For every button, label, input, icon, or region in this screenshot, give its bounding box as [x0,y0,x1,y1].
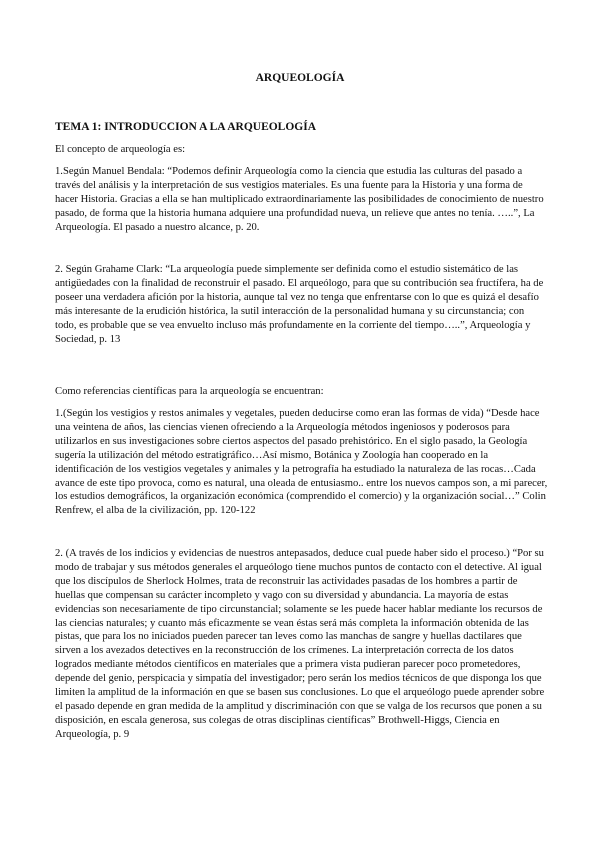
section-heading: TEMA 1: INTRODUCCION A LA ARQUEOLOGÍA [55,121,317,133]
paragraph-bendala-quote: 1.Según Manuel Bendala: “Podemos definir Arqueología como la ciencia que estudia las culturas del pasado a través del análisis y la interpretación de sus vestigios materiales. Es una fuente para la Historia y una forma de hacer Historia. Gracias a ella se han multiplicado extraordinariamente las posibilidades de conocimiento de nuestro pasado, de forma que la historia humana adquiere una profundidad nueva, un relieve que antes no tenía. …..”, La Arqueología. El pasado a nuestro alcance, p. 20. [55,166,544,233]
paragraph-references-intro: Como referencias científicas para la arqueología se encuentran: [55,386,324,397]
paragraph-clark-quote: 2. Según Grahame Clark: “La arqueología puede simplemente ser definida como el estudio sistemático de las antigüedades con la finalidad de reconstruir el pasado. El arqueólogo, para que su contribución sea fructífera, ha de poseer una verdadera afición por la historia, aunque tal vez no tenga que enfrentarse con lo que es quizá el desafío más interesante de la erudición histórica, la sutil interacción de la personalidad humana y su circunstancia; con todo, es probable que se vea envuelto incluso más profundamente en la corriente del tiempo…..”, Arqueología y Sociedad, p. 13 [55,264,544,345]
paragraph-renfrew-quote: 1.(Según los vestigios y restos animales y vegetales, pueden deducirse como eran las formas de vida) “Desde hace una veintena de años, las ciencias vienen ofreciendo a la Arqueología métodos ingeniosos y poderosos para utilizarlos en sus investigaciones sobre ciertos aspectos del pasado prehistórico. En el siglo pasado, la Geología sugería la utilización del método estratigráfico…Así mismo, Botánica y Zoología han cooperado en la identificación de los vestigios vegetales y animales y la petrografía ha estudiado la naturaleza de las rocas…Cada avance de este tipo provoca, como es natural, una oleada de entusiasmo.. entre los nuevos campos son, a mi parecer, los estudios demográficos, la organización económica (comprendido el comercio) y la organización social…” Colin Renfrew, el alba de la civilización, pp. 120-122 [55,408,548,517]
document-title: ARQUEOLOGÍA [255,72,345,84]
paragraph-brothwell-higgs-quote: 2. (A través de los indicios y evidencias de nuestros antepasados, deduce cual puede haber sido el proceso.) “Por su modo de trabajar y sus métodos generales el arqueólogo tiene muchos puntos de contacto con el detective. Al igual que los discípulos de Sherlock Holmes, trata de reconstruir las actividades pasadas de los hombres a partir de huellas que compensan su carácter incompleto y vago con su diversidad y abundancia. La mayoría de estas evidencias son necesariamente de tipo circunstancial; solamente se les puede hacer hablar mediante los recursos de las ciencias naturales; y cuanto más eficazmente se vean éstas será más completa la información obtenida de las pistas, que para los no iniciados pueden parecer tan leves como las manchas de sangre y huellas dactilares que sirven a los avezados detectives en la reconstrucción de los crímenes. La interpretación correcta de los datos logrados mediante métodos científicos en materiales que a primera vista pudieran parecer poco prometedores, depende del genio, perspicacia y simpatía del investigador; pero serán los medios técnicos de que disponga los que limiten la amplitud de la información en que se basen sus conclusiones. Lo que el arqueólogo puede aprender sobre el pasado depende en gran medida de la amplitud y discriminación con que se valga de los recursos que ponen a su disposición, en escala generosa, sus colegas de otras disciplinas científicas” Brothwell-Higgs, Ciencia en Arqueología, p. 9 [55,548,545,740]
paragraph-intro: El concepto de arqueología es: [55,144,186,155]
